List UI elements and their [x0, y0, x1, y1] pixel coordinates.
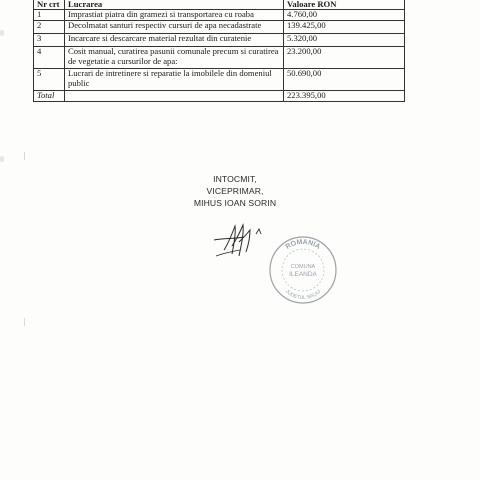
table-row	[34, 21, 405, 34]
signature-line-name: MIHUS IOAN SORIN	[193, 198, 277, 209]
stamp-middle-line2: ILEANDA	[289, 271, 317, 278]
cell-valoare: 23.200,00	[284, 47, 405, 69]
table-row	[34, 47, 405, 69]
table-total-row	[34, 91, 405, 102]
signature-line-intocmit: INTOCMIT,	[213, 174, 257, 184]
cell-lucrarea: Lucrari de intretinere si reparatie la imobilele din domeniul public	[65, 69, 284, 91]
svg-text:JUDETUL SALAJ	[284, 288, 322, 301]
cell-lucrarea: Decolmatat santuri respectiv cursuri de apa necadastrate	[65, 21, 284, 34]
cell-nr: 2	[34, 21, 65, 34]
cell-lucrarea: Imprastiat piatra din gramezi si transportarea cu roaba	[65, 10, 284, 21]
stamp-middle-line1: COMUNA	[290, 264, 316, 270]
header-valoare: Valoare RON	[284, 0, 405, 10]
table-row	[34, 10, 405, 21]
cell-nr: 4	[34, 47, 65, 69]
edge-mark	[24, 152, 25, 160]
total-empty-cell	[65, 91, 284, 102]
total-value: 223.395,00	[284, 91, 405, 102]
table-row	[34, 34, 405, 47]
header-nr-crt: Nr crt	[34, 0, 65, 10]
stamp-top-text: ROMANIA	[284, 238, 322, 251]
cell-lucrarea: Cosit manual, curatirea pasunii comunale precum si curatirea de vegetatie a cursurilor de apa:	[65, 47, 284, 69]
table-row	[34, 69, 405, 91]
signature-line-role: VICEPRIMAR,	[206, 186, 264, 197]
cell-nr: 3	[34, 34, 65, 47]
works-table	[33, 0, 405, 102]
cell-lucrarea: Incarcare si descarcare material rezultat din curatenie	[65, 34, 284, 47]
cell-valoare: 139.425,00	[284, 21, 405, 34]
cell-nr: 5	[34, 69, 65, 91]
total-label: Total	[34, 91, 65, 102]
edge-mark	[24, 318, 25, 326]
stamp-bottom-text: JUDETUL SALAJ	[283, 288, 323, 302]
svg-text:ROMANIA	[285, 239, 322, 251]
handwritten-signature	[210, 216, 270, 264]
binder-hole	[0, 30, 4, 36]
header-lucrarea: Lucrarea	[65, 0, 284, 10]
signature-block	[165, 173, 305, 210]
binder-hole	[0, 156, 4, 162]
cell-nr: 1	[34, 10, 65, 21]
cell-valoare: 4.760,00	[284, 10, 405, 21]
official-stamp	[266, 234, 340, 306]
cell-valoare: 5.320,00	[284, 34, 405, 47]
cell-valoare: 50.690,00	[284, 69, 405, 91]
